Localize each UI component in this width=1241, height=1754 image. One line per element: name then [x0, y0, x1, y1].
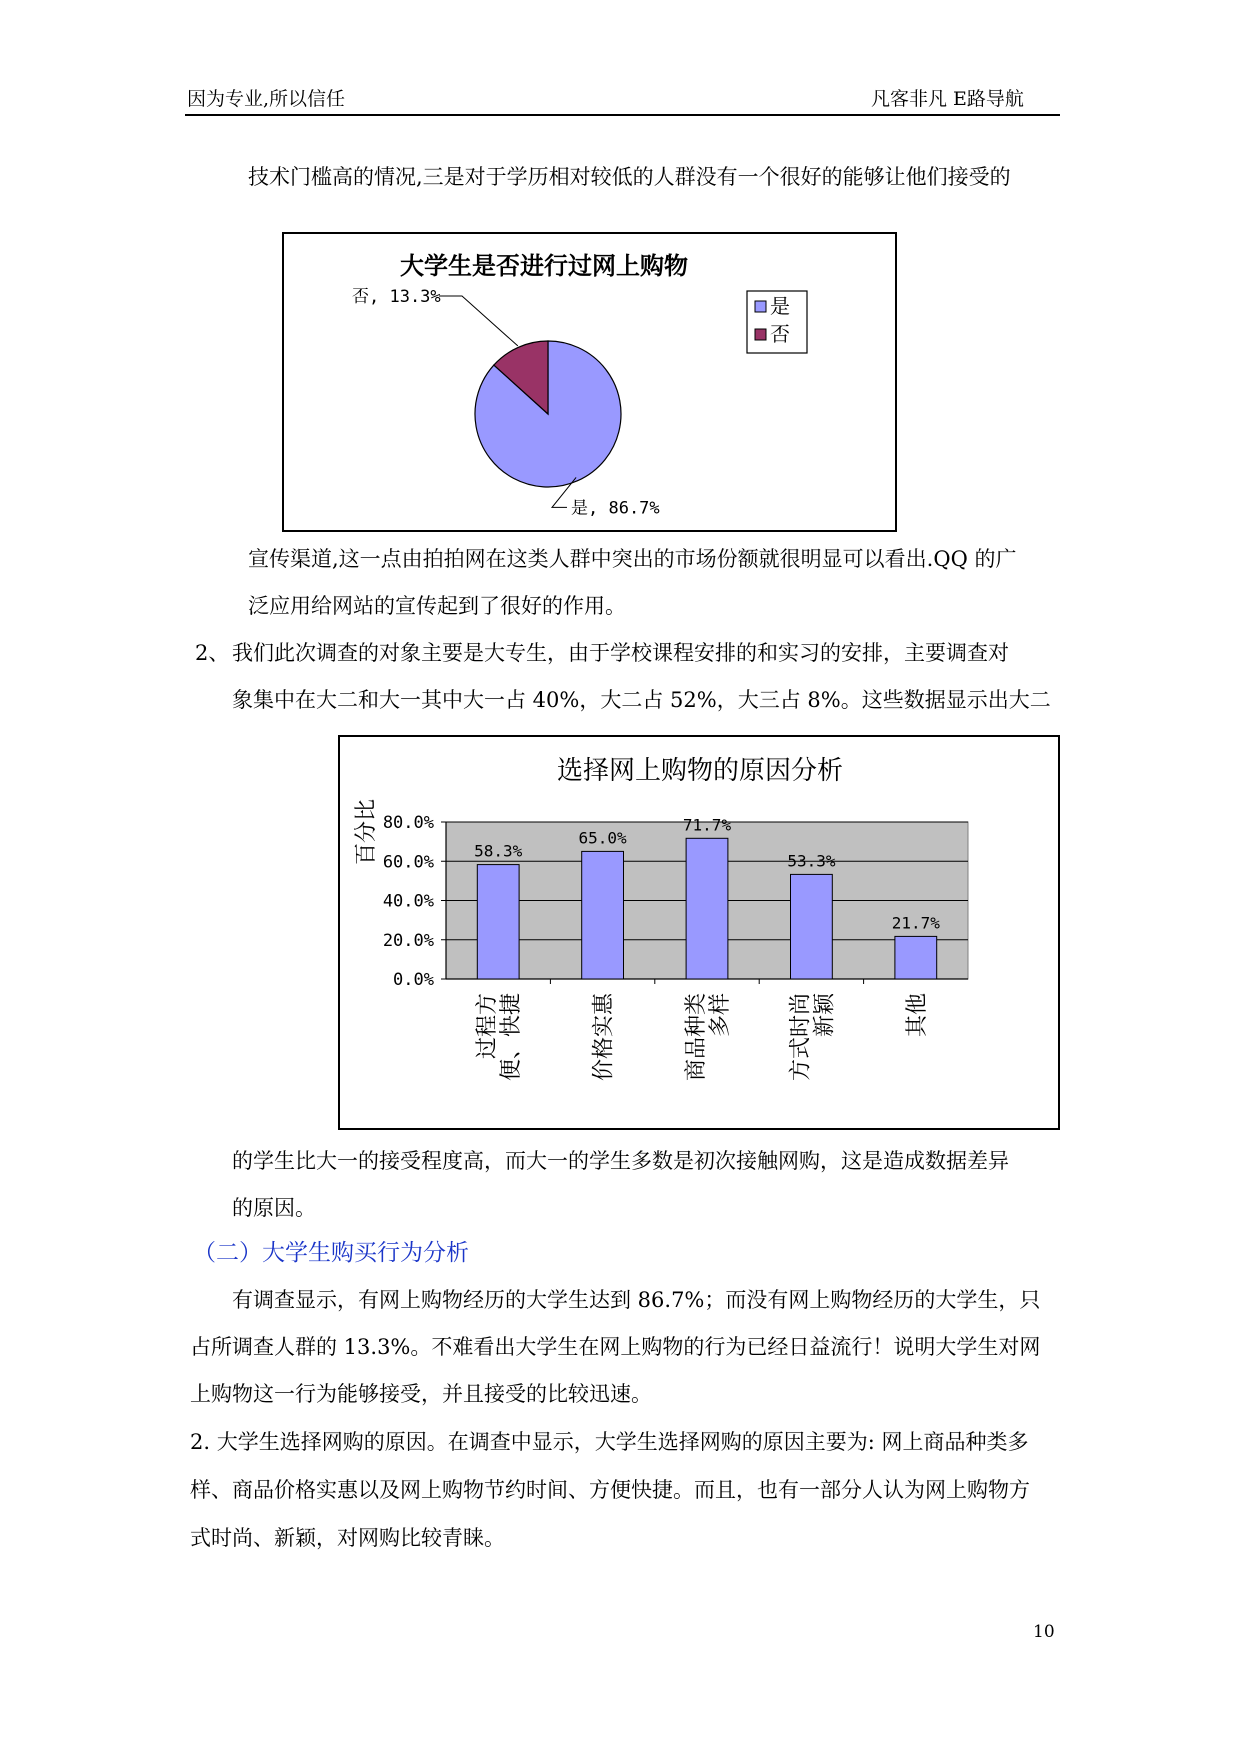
header-rule: [185, 114, 1060, 116]
bar-category-label: [592, 992, 617, 1081]
bar-category-label: [684, 993, 733, 1081]
bar-ytick-label: 60.0%: [382, 852, 434, 873]
section-heading: （二）大学生购买行为分析: [193, 1240, 469, 1266]
paragraph-line: 样、商品价格实惠以及网上购物节约时间、方便快捷。而且，也有一部分人认为网上购物方: [190, 1478, 1030, 1502]
pie-label-no: 否, 13.3%: [352, 287, 441, 307]
bar-chart: [338, 735, 1060, 1130]
paragraph-line: 上购物这一行为能够接受，并且接受的比较迅速。: [190, 1382, 652, 1406]
bar-category-label: [905, 993, 930, 1037]
bar-category-text: 便、快捷: [499, 993, 525, 1082]
bar-3: [686, 838, 728, 979]
pie-legend-swatch: [755, 329, 766, 340]
paragraph-line: 2. 大学生选择网购的原因。在调查中显示，大学生选择网购的原因主要为: 网上商品种类多: [190, 1430, 1029, 1454]
bar-data-label: 65.0%: [578, 828, 627, 848]
bar-chart-svg: [340, 737, 1058, 1128]
paragraph-line: 的原因。: [232, 1196, 316, 1220]
bar-ytick-label: 80.0%: [382, 813, 434, 833]
paragraph-line: 我们此次调查的对象主要是大专生，由于学校课程安排的和实习的安排，主要调查对: [232, 641, 1009, 665]
paragraph-line: 技术门槛高的情况,三是对于学历相对较低的人群没有一个很好的能够让他们接受的: [248, 165, 1011, 189]
bar-category-text: 方式时尚: [788, 993, 814, 1082]
pie-leader-no: [439, 296, 518, 346]
bar-data-label: 53.3%: [787, 851, 836, 871]
bar-4: [791, 874, 833, 979]
paragraph-line: 象集中在大二和大一其中大一占 40%，大二占 52%，大三占 8%。这些数据显示出大二: [232, 688, 1051, 712]
pie-legend-label: 是: [770, 294, 790, 318]
bar-category-text: 价格实惠: [591, 993, 617, 1082]
bar-1: [477, 865, 519, 979]
bar-ytick-label: 40.0%: [382, 891, 434, 912]
paragraph-line: 占所调查人群的 13.3%。不难看出大学生在网上购物的行为已经日益流行！说明大学生对网: [190, 1335, 1041, 1359]
paragraph-line: 泛应用给网站的宣传起到了很好的作用。: [248, 594, 626, 618]
list-number: 2、: [195, 641, 230, 665]
bar-category-text: 新颖: [812, 993, 838, 1038]
pie-legend-label: 否: [770, 322, 790, 346]
bar-5: [895, 936, 937, 979]
bar-ytick-label: 20.0%: [382, 930, 434, 951]
bar-chart-title: 选择网上购物的原因分析: [556, 756, 844, 786]
paragraph-line: 的学生比大一的接受程度高，而大一的学生多数是初次接触网购，这是造成数据差异: [232, 1149, 1009, 1173]
pie-chart: [282, 232, 897, 532]
bar-data-label: 58.3%: [474, 841, 523, 861]
bar-category-label: [788, 992, 837, 1081]
bar-data-label: 71.7%: [682, 815, 732, 835]
bar-chart-ylabel: 百分比: [354, 798, 379, 866]
pie-chart-svg: [284, 234, 895, 530]
bar-category-text: 过程方: [475, 993, 501, 1060]
bar-category-text: 多样: [708, 993, 733, 1038]
bar-category-label: [475, 993, 524, 1081]
paragraph-line: 宣传渠道,这一点由拍拍网在这类人群中突出的市场份额就很明显可以看出.QQ 的广: [248, 547, 1017, 571]
bar-category-text: 其他: [904, 993, 930, 1038]
header-right: 凡客非凡 E路导航: [871, 88, 1024, 110]
bar-data-label: 21.7%: [891, 913, 940, 933]
pie-legend-swatch: [755, 301, 766, 312]
header-left: 因为专业,所以信任: [187, 88, 346, 110]
paragraph-line: 有调查显示，有网上购物经历的大学生达到 86.7%；而没有网上购物经历的大学生，只: [232, 1288, 1041, 1312]
bar-category-text: 商品种类: [684, 993, 709, 1082]
paragraph-line: 式时尚、新颖，对网购比较青睐。: [190, 1526, 505, 1550]
bar-ytick-label: 0.0%: [393, 970, 434, 990]
pie-chart-title: 大学生是否进行过网上购物: [400, 252, 688, 280]
pie-label-yes: 是, 86.7%: [571, 498, 660, 519]
bar-2: [582, 851, 624, 979]
page-number: 10: [1033, 1622, 1055, 1642]
